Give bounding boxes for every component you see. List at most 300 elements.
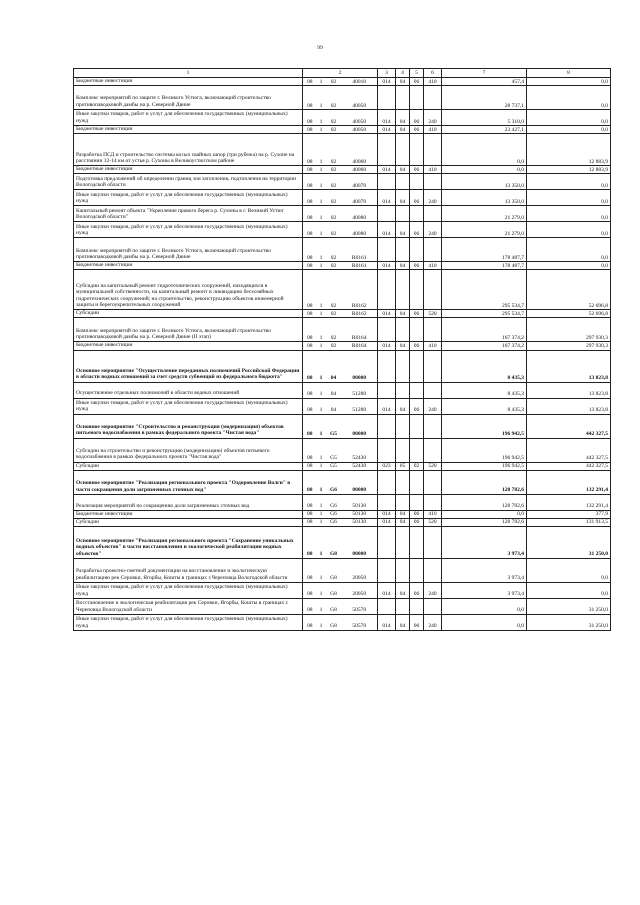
row-name-cell: Субсидии на строительство и реконструкцию (модернизацию) объектов питьевого водоснабжения в рамках федерального проекта "Чистая вода" (74, 438, 303, 462)
row-value-col7-cell: 0,0 (442, 166, 527, 174)
row-expense-type-cell (424, 86, 442, 110)
row-admin-cell (378, 526, 396, 558)
row-value-col7-cell: 0,0 (442, 614, 527, 630)
row-code-subprogram-cell: 1 (317, 614, 326, 630)
row-value-col7-cell: 128 782,6 (442, 518, 527, 526)
row-code-event-cell: 02 (326, 318, 342, 342)
table-row (74, 558, 611, 582)
row-code-subprogram-cell: 1 (317, 110, 326, 126)
row-admin-cell: 014 (378, 262, 396, 270)
row-value-col8-cell: 0,0 (527, 582, 611, 598)
row-code-program-cell: 08 (303, 126, 317, 134)
row-value-col8-cell: 13 823,8 (527, 398, 611, 414)
row-code-direction-cell: 50130 (342, 510, 378, 518)
row-code-direction-cell: 40070 (342, 190, 378, 206)
row-code-event-cell: G8 (326, 598, 342, 614)
row-code-event-cell: 04 (326, 398, 342, 414)
row-expense-type-cell (424, 318, 442, 342)
row-code-direction-cell: 40080 (342, 206, 378, 222)
row-section-cell: 04 (396, 398, 410, 414)
row-code-event-cell: G6 (326, 494, 342, 510)
row-name-cell: Комплекс мероприятий по защите г. Великого Устюга, включающий строительство противопаводковой дамбы на р. Северной Двине (74, 86, 303, 110)
row-section-cell (396, 238, 410, 262)
row-name-cell: Восстановление и экологическая реабилитация рек Серовки, Ягорбы, Кошты в границах г. Череповца Вологодской области (74, 598, 303, 614)
row-code-program-cell: 08 (303, 462, 317, 470)
row-code-program-cell: 08 (303, 238, 317, 262)
row-code-event-cell: 02 (326, 78, 342, 86)
row-code-direction-cell: 00000 (342, 350, 378, 382)
row-expense-type-cell (424, 174, 442, 190)
row-code-direction-cell: R0161 (342, 262, 378, 270)
row-subsection-cell (410, 270, 424, 310)
row-code-event-cell: G8 (326, 526, 342, 558)
row-code-program-cell: 08 (303, 342, 317, 350)
header-cell-col7: 7 (442, 69, 527, 78)
row-value-col8-cell: 0,0 (527, 262, 611, 270)
row-value-col8-cell: 0,0 (527, 238, 611, 262)
header-row (74, 69, 611, 78)
table-row (74, 582, 611, 598)
row-name-cell: Основное мероприятие "Реализация регионального проекта "Оздоровление Волги" в части сокращения доли загрязненных сточных вод" (74, 470, 303, 494)
table-row (74, 470, 611, 494)
row-code-direction-cell: 52430 (342, 438, 378, 462)
row-code-event-cell: G8 (326, 582, 342, 598)
row-name-cell: Иные закупки товаров, работ и услуг для обеспечения государственных (муниципальных) нужд (74, 222, 303, 238)
row-expense-type-cell: 410 (424, 262, 442, 270)
row-value-col7-cell: 196 942,5 (442, 438, 527, 462)
row-value-col7-cell: 8 435,3 (442, 350, 527, 382)
row-code-direction-cell: 51280 (342, 382, 378, 398)
row-code-direction-cell: 40050 (342, 126, 378, 134)
row-value-col7-cell: 3 973,4 (442, 582, 527, 598)
row-code-direction-cell: 40080 (342, 222, 378, 238)
row-admin-cell: 014 (378, 222, 396, 238)
row-admin-cell: 014 (378, 518, 396, 526)
row-name-cell: Иные закупки товаров, работ и услуг для обеспечения государственных (муниципальных) нужд (74, 614, 303, 630)
row-subsection-cell (410, 174, 424, 190)
row-admin-cell: 014 (378, 582, 396, 598)
row-admin-cell: 014 (378, 190, 396, 206)
row-name-cell: Основное мероприятие "Строительство и реконструкция (модернизация) объектов питьевого водоснабжения в рамках федерального проекта "Чистая вода" (74, 414, 303, 438)
row-section-cell: 04 (396, 310, 410, 318)
row-section-cell (396, 318, 410, 342)
row-code-program-cell: 08 (303, 582, 317, 598)
table-row (74, 614, 611, 630)
row-value-col7-cell: 13 350,0 (442, 174, 527, 190)
row-value-col8-cell: 0,0 (527, 78, 611, 86)
row-expense-type-cell (424, 134, 442, 166)
row-section-cell (396, 494, 410, 510)
row-code-subprogram-cell: 1 (317, 174, 326, 190)
row-value-col7-cell: 28 737,1 (442, 86, 527, 110)
row-subsection-cell (410, 238, 424, 262)
row-code-direction-cell: 40050 (342, 110, 378, 126)
row-value-col7-cell: 3 973,4 (442, 526, 527, 558)
row-code-event-cell: 02 (326, 110, 342, 126)
header-cell-col3: 3 (378, 69, 396, 78)
row-code-event-cell: 02 (326, 166, 342, 174)
row-admin-cell (378, 238, 396, 262)
table-row (74, 382, 611, 398)
row-value-col7-cell: 13 350,0 (442, 190, 527, 206)
row-code-program-cell: 08 (303, 318, 317, 342)
row-value-col7-cell: 128 782,6 (442, 494, 527, 510)
row-subsection-cell (410, 350, 424, 382)
row-subsection-cell (410, 134, 424, 166)
table-row (74, 518, 611, 526)
row-subsection-cell (410, 86, 424, 110)
row-section-cell (396, 206, 410, 222)
row-admin-cell: 014 (378, 614, 396, 630)
row-code-event-cell: 02 (326, 270, 342, 310)
row-value-col7-cell: 0,0 (442, 598, 527, 614)
row-section-cell (396, 86, 410, 110)
page-number: 99 (317, 45, 323, 51)
row-subsection-cell: 06 (410, 110, 424, 126)
row-subsection-cell (410, 526, 424, 558)
row-section-cell: 05 (396, 462, 410, 470)
row-expense-type-cell: 240 (424, 190, 442, 206)
row-code-subprogram-cell: 1 (317, 190, 326, 206)
row-code-event-cell: 02 (326, 134, 342, 166)
row-section-cell (396, 414, 410, 438)
row-code-event-cell: 02 (326, 206, 342, 222)
row-expense-type-cell (424, 558, 442, 582)
row-code-direction-cell: 51280 (342, 398, 378, 414)
row-expense-type-cell: 240 (424, 398, 442, 414)
row-value-col8-cell: 0,0 (527, 558, 611, 582)
row-subsection-cell: 06 (410, 342, 424, 350)
row-code-direction-cell: 00000 (342, 470, 378, 494)
table-row (74, 438, 611, 462)
row-code-event-cell: G5 (326, 462, 342, 470)
row-code-program-cell: 08 (303, 414, 317, 438)
row-expense-type-cell: 240 (424, 110, 442, 126)
row-value-col7-cell: 196 942,5 (442, 462, 527, 470)
row-expense-type-cell: 520 (424, 518, 442, 526)
table-row (74, 398, 611, 414)
row-section-cell: 04 (396, 126, 410, 134)
table-row (74, 494, 611, 510)
row-value-col8-cell: 12 883,9 (527, 166, 611, 174)
row-code-direction-cell: 50570 (342, 598, 378, 614)
row-value-col7-cell: 8 435,3 (442, 398, 527, 414)
row-code-program-cell: 08 (303, 614, 317, 630)
row-admin-cell (378, 86, 396, 110)
row-value-col8-cell: 13 823,8 (527, 382, 611, 398)
row-value-col7-cell: 5 310,0 (442, 110, 527, 126)
row-code-direction-cell: 40060 (342, 134, 378, 166)
row-code-direction-cell: 40050 (342, 86, 378, 110)
table-row (74, 86, 611, 110)
table-row (74, 174, 611, 190)
row-section-cell (396, 526, 410, 558)
row-code-subprogram-cell: 1 (317, 310, 326, 318)
row-admin-cell: 014 (378, 78, 396, 86)
table-row (74, 510, 611, 518)
row-code-subprogram-cell: 1 (317, 438, 326, 462)
table-row (74, 414, 611, 438)
table-row (74, 126, 611, 134)
row-expense-type-cell: 410 (424, 166, 442, 174)
header-cell-col2: 2 (303, 69, 378, 78)
row-admin-cell: 014 (378, 398, 396, 414)
row-value-col8-cell: 31 250,0 (527, 526, 611, 558)
row-value-col8-cell: 132 291,4 (527, 494, 611, 510)
row-subsection-cell (410, 318, 424, 342)
row-code-program-cell: 08 (303, 558, 317, 582)
row-name-cell: Комплекс мероприятий по защите г. Великого Устюга, включающий строительство противопаводковой дамбы на р. Северной Двине (II этап) (74, 318, 303, 342)
row-code-direction-cell: 52430 (342, 462, 378, 470)
row-expense-type-cell: 410 (424, 126, 442, 134)
row-code-program-cell: 08 (303, 110, 317, 126)
table-row (74, 310, 611, 318)
row-code-subprogram-cell: 1 (317, 510, 326, 518)
row-expense-type-cell (424, 526, 442, 558)
row-name-cell: Комплекс мероприятий по защите г. Великого Устюга, включающий строительство противопаводковой дамбы на р. Северной Двине (74, 238, 303, 262)
row-admin-cell (378, 318, 396, 342)
row-code-event-cell: G6 (326, 510, 342, 518)
row-value-col7-cell: 196 942,5 (442, 414, 527, 438)
row-section-cell: 04 (396, 166, 410, 174)
row-code-event-cell: 02 (326, 238, 342, 262)
row-admin-cell: 014 (378, 342, 396, 350)
row-name-cell: Разработка проектно-сметной документации на восстановление и экологическую реабилитацию рек Серовки, Ягорбы, Кошты в границах г.Череповца Вологодской области (74, 558, 303, 582)
row-code-direction-cell: 00000 (342, 526, 378, 558)
row-value-col8-cell: 31 250,0 (527, 614, 611, 630)
row-code-program-cell: 08 (303, 518, 317, 526)
budget-table (73, 68, 611, 631)
row-admin-cell (378, 558, 396, 582)
row-section-cell (396, 470, 410, 494)
row-value-col7-cell: 3 973,4 (442, 558, 527, 582)
row-section-cell: 04 (396, 222, 410, 238)
row-expense-type-cell (424, 350, 442, 382)
table-row (74, 342, 611, 350)
row-value-col8-cell: 0,0 (527, 110, 611, 126)
row-value-col8-cell: 0,0 (527, 86, 611, 110)
row-subsection-cell: 06 (410, 126, 424, 134)
row-admin-cell (378, 350, 396, 382)
row-code-event-cell: G8 (326, 614, 342, 630)
row-subsection-cell (410, 558, 424, 582)
row-subsection-cell: 06 (410, 166, 424, 174)
table-body (74, 69, 611, 631)
table-row (74, 166, 611, 174)
row-code-event-cell: 02 (326, 174, 342, 190)
row-value-col8-cell: 297 930,3 (527, 318, 611, 342)
row-code-program-cell: 08 (303, 134, 317, 166)
row-section-cell: 04 (396, 190, 410, 206)
row-code-event-cell: 04 (326, 350, 342, 382)
row-expense-type-cell (424, 382, 442, 398)
row-subsection-cell: 06 (410, 222, 424, 238)
row-admin-cell (378, 206, 396, 222)
row-value-col7-cell: 0,0 (442, 134, 527, 166)
row-name-cell: Разработка ПСД и строительство системы косых свайных шпор (три рубежа) на р. Сухоне на расстоянии 12-14 км от устья р. Сухоны в Великоустюгском районе (74, 134, 303, 166)
row-admin-cell (378, 470, 396, 494)
row-subsection-cell (410, 598, 424, 614)
row-expense-type-cell: 410 (424, 342, 442, 350)
row-code-subprogram-cell: 1 (317, 134, 326, 166)
row-name-cell: Иные закупки товаров, работ и услуг для обеспечения государственных (муниципальных) нужд (74, 110, 303, 126)
row-value-col8-cell: 12 883,9 (527, 134, 611, 166)
table-row (74, 462, 611, 470)
row-code-subprogram-cell: 1 (317, 238, 326, 262)
row-code-direction-cell: 00000 (342, 414, 378, 438)
row-name-cell: Основное мероприятие "Осуществление переданных полномочий Российской Федерации в области водных отношений за счет средств субвенций из федерального бюджета" (74, 350, 303, 382)
row-admin-cell: 014 (378, 166, 396, 174)
row-code-program-cell: 08 (303, 206, 317, 222)
row-code-direction-cell: 50570 (342, 614, 378, 630)
row-value-col7-cell: 21 279,0 (442, 206, 527, 222)
row-admin-cell (378, 438, 396, 462)
row-subsection-cell: 06 (410, 310, 424, 318)
row-subsection-cell: 06 (410, 614, 424, 630)
table-row (74, 190, 611, 206)
row-code-subprogram-cell: 1 (317, 350, 326, 382)
row-name-cell: Подготовка предложений об определении границ зон затопления, подтопления на территории Вологодской области (74, 174, 303, 190)
row-code-direction-cell: R0164 (342, 318, 378, 342)
row-section-cell: 04 (396, 342, 410, 350)
row-code-subprogram-cell: 1 (317, 222, 326, 238)
row-code-subprogram-cell: 1 (317, 526, 326, 558)
row-subsection-cell (410, 438, 424, 462)
row-section-cell: 04 (396, 614, 410, 630)
row-value-col7-cell: 23 427,1 (442, 126, 527, 134)
row-code-program-cell: 08 (303, 494, 317, 510)
row-name-cell: Иные закупки товаров, работ и услуг для обеспечения государственных (муниципальных) нужд (74, 582, 303, 598)
row-value-col7-cell: 8 435,3 (442, 382, 527, 398)
row-value-col8-cell: 52 696,8 (527, 310, 611, 318)
row-code-subprogram-cell: 1 (317, 470, 326, 494)
row-section-cell: 04 (396, 110, 410, 126)
table-row (74, 270, 611, 310)
row-code-event-cell: G5 (326, 438, 342, 462)
row-code-event-cell: G6 (326, 470, 342, 494)
row-name-cell: Субсидии (74, 518, 303, 526)
row-code-program-cell: 08 (303, 510, 317, 518)
row-value-col7-cell: 0,0 (442, 510, 527, 518)
row-code-program-cell: 08 (303, 382, 317, 398)
row-code-program-cell: 08 (303, 190, 317, 206)
row-value-col7-cell: 178 487,7 (442, 238, 527, 262)
row-name-cell: Бюджетные инвестиции (74, 342, 303, 350)
row-code-subprogram-cell: 1 (317, 206, 326, 222)
row-code-event-cell: G8 (326, 558, 342, 582)
table-row (74, 206, 611, 222)
row-section-cell (396, 558, 410, 582)
row-value-col7-cell: 295 534,7 (442, 310, 527, 318)
table-row (74, 78, 611, 86)
row-name-cell: Бюджетные инвестиции (74, 126, 303, 134)
row-code-direction-cell: 50130 (342, 518, 378, 526)
row-code-subprogram-cell: 1 (317, 78, 326, 86)
row-subsection-cell (410, 470, 424, 494)
row-code-program-cell: 08 (303, 174, 317, 190)
row-code-subprogram-cell: 1 (317, 382, 326, 398)
row-admin-cell (378, 494, 396, 510)
row-expense-type-cell (424, 494, 442, 510)
row-code-program-cell: 08 (303, 78, 317, 86)
row-code-subprogram-cell: 1 (317, 270, 326, 310)
row-expense-type-cell: 410 (424, 78, 442, 86)
row-value-col8-cell: 31 250,0 (527, 598, 611, 614)
header-cell-col6: 6 (424, 69, 442, 78)
row-code-program-cell: 08 (303, 222, 317, 238)
row-name-cell: Бюджетные инвестиции (74, 262, 303, 270)
row-expense-type-cell: 410 (424, 510, 442, 518)
row-expense-type-cell (424, 414, 442, 438)
row-section-cell: 04 (396, 510, 410, 518)
row-code-subprogram-cell: 1 (317, 462, 326, 470)
row-code-program-cell: 08 (303, 86, 317, 110)
row-code-program-cell: 08 (303, 262, 317, 270)
row-value-col7-cell: 167 374,2 (442, 342, 527, 350)
row-subsection-cell: 06 (410, 78, 424, 86)
row-subsection-cell: 02 (410, 462, 424, 470)
row-expense-type-cell: 520 (424, 310, 442, 318)
row-code-subprogram-cell: 1 (317, 342, 326, 350)
row-section-cell (396, 382, 410, 398)
row-code-program-cell: 08 (303, 350, 317, 382)
row-code-direction-cell: 40060 (342, 166, 378, 174)
row-name-cell: Субсидии (74, 310, 303, 318)
row-expense-type-cell: 240 (424, 582, 442, 598)
row-value-col8-cell: 131 913,5 (527, 518, 611, 526)
row-name-cell: Осуществление отдельных полномочий в области водных отношений (74, 382, 303, 398)
row-code-program-cell: 08 (303, 438, 317, 462)
row-expense-type-cell (424, 470, 442, 494)
row-code-event-cell: 02 (326, 222, 342, 238)
row-code-direction-cell: R0161 (342, 238, 378, 262)
row-value-col7-cell: 167 374,2 (442, 318, 527, 342)
table-row (74, 134, 611, 166)
row-value-col8-cell: 297 930,3 (527, 342, 611, 350)
table-row (74, 262, 611, 270)
row-code-direction-cell: 20050 (342, 582, 378, 598)
row-code-subprogram-cell: 1 (317, 318, 326, 342)
row-code-program-cell: 08 (303, 270, 317, 310)
row-section-cell (396, 350, 410, 382)
row-value-col8-cell: 52 696,8 (527, 270, 611, 310)
row-code-subprogram-cell: 1 (317, 494, 326, 510)
row-value-col8-cell: 0,0 (527, 206, 611, 222)
row-subsection-cell (410, 206, 424, 222)
row-code-subprogram-cell: 1 (317, 86, 326, 110)
header-cell-col1: 1 (74, 69, 303, 78)
row-code-program-cell: 08 (303, 166, 317, 174)
row-code-subprogram-cell: 1 (317, 518, 326, 526)
row-subsection-cell: 06 (410, 398, 424, 414)
row-value-col8-cell: 13 823,8 (527, 350, 611, 382)
header-cell-col8: 8 (527, 69, 611, 78)
row-code-event-cell: 02 (326, 126, 342, 134)
row-code-program-cell: 08 (303, 598, 317, 614)
row-code-subprogram-cell: 1 (317, 262, 326, 270)
row-value-col8-cell: 0,0 (527, 174, 611, 190)
row-admin-cell: 014 (378, 310, 396, 318)
row-code-event-cell: 02 (326, 310, 342, 318)
row-section-cell: 04 (396, 518, 410, 526)
row-name-cell: Иные закупки товаров, работ и услуг для обеспечения государственных (муниципальных) нужд (74, 398, 303, 414)
row-code-program-cell: 08 (303, 526, 317, 558)
row-value-col7-cell: 295 534,7 (442, 270, 527, 310)
row-code-direction-cell: 40010 (342, 78, 378, 86)
table-row (74, 350, 611, 382)
row-section-cell (396, 270, 410, 310)
row-code-direction-cell: R0162 (342, 310, 378, 318)
